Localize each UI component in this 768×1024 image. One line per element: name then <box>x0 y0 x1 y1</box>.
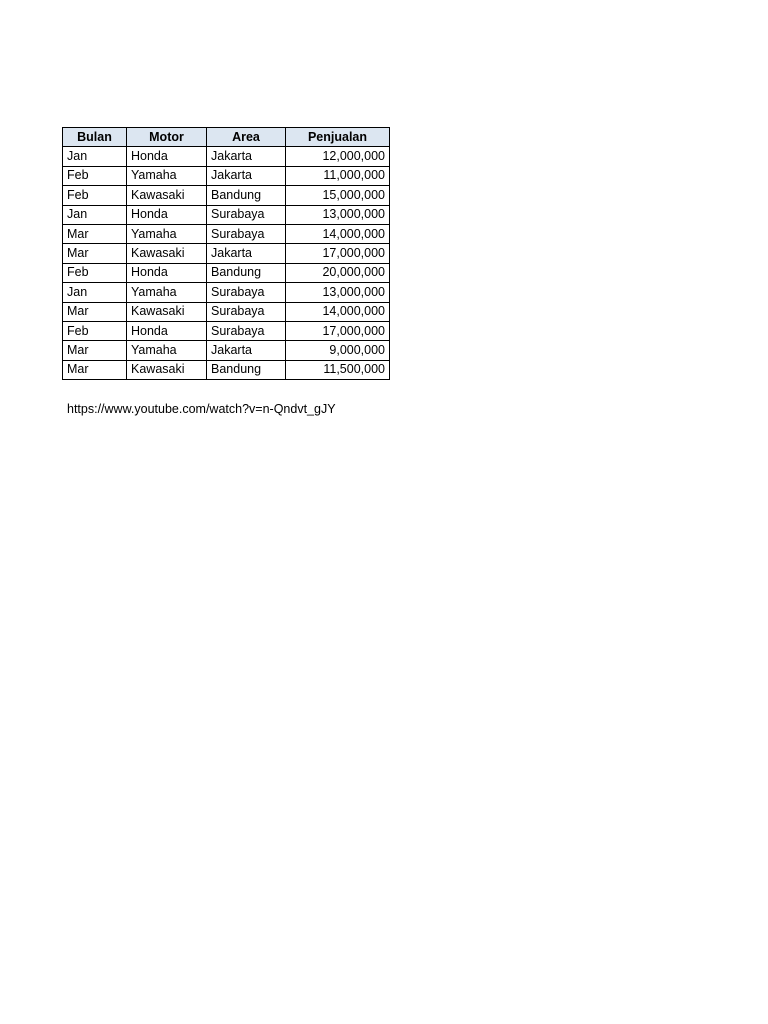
cell-motor[interactable]: Yamaha <box>127 341 207 360</box>
header-cell-penjualan[interactable]: Penjualan <box>286 128 390 147</box>
cell-area[interactable]: Surabaya <box>207 205 286 224</box>
cell-motor[interactable]: Kawasaki <box>127 244 207 263</box>
cell-area[interactable]: Surabaya <box>207 224 286 243</box>
table-row <box>63 147 390 166</box>
cell-bulan[interactable]: Mar <box>63 224 127 243</box>
cell-motor[interactable]: Honda <box>127 147 207 166</box>
cell-bulan[interactable]: Jan <box>63 205 127 224</box>
cell-motor[interactable]: Yamaha <box>127 166 207 185</box>
cell-bulan[interactable]: Mar <box>63 302 127 321</box>
cell-motor[interactable]: Kawasaki <box>127 302 207 321</box>
table-row <box>63 360 390 379</box>
cell-bulan[interactable]: Jan <box>63 147 127 166</box>
table-row <box>63 321 390 340</box>
cell-penjualan[interactable]: 20,000,000 <box>286 263 390 282</box>
table-row <box>63 166 390 185</box>
cell-penjualan[interactable]: 13,000,000 <box>286 205 390 224</box>
cell-area[interactable]: Jakarta <box>207 147 286 166</box>
header-row <box>63 128 390 147</box>
cell-area[interactable]: Jakarta <box>207 166 286 185</box>
cell-motor[interactable]: Honda <box>127 263 207 282</box>
cell-area[interactable]: Bandung <box>207 186 286 205</box>
youtube-link[interactable]: https://www.youtube.com/watch?v=n-Qndvt_gJY <box>67 402 336 416</box>
cell-bulan[interactable]: Feb <box>63 186 127 205</box>
sales-table <box>62 127 390 380</box>
cell-motor[interactable]: Yamaha <box>127 283 207 302</box>
cell-bulan[interactable]: Mar <box>63 244 127 263</box>
cell-penjualan[interactable]: 17,000,000 <box>286 321 390 340</box>
cell-bulan[interactable]: Mar <box>63 341 127 360</box>
cell-area[interactable]: Bandung <box>207 360 286 379</box>
cell-bulan[interactable]: Jan <box>63 283 127 302</box>
cell-penjualan[interactable]: 11,500,000 <box>286 360 390 379</box>
cell-penjualan[interactable]: 14,000,000 <box>286 302 390 321</box>
cell-bulan[interactable]: Feb <box>63 263 127 282</box>
cell-area[interactable]: Jakarta <box>207 244 286 263</box>
table-row <box>63 341 390 360</box>
cell-penjualan[interactable]: 11,000,000 <box>286 166 390 185</box>
cell-penjualan[interactable]: 14,000,000 <box>286 224 390 243</box>
cell-penjualan[interactable]: 12,000,000 <box>286 147 390 166</box>
cell-area[interactable]: Surabaya <box>207 302 286 321</box>
cell-area[interactable]: Bandung <box>207 263 286 282</box>
table-row <box>63 263 390 282</box>
cell-motor[interactable]: Honda <box>127 205 207 224</box>
cell-bulan[interactable]: Mar <box>63 360 127 379</box>
header-cell-motor[interactable]: Motor <box>127 128 207 147</box>
table-row <box>63 244 390 263</box>
table-row <box>63 224 390 243</box>
table-row <box>63 186 390 205</box>
cell-area[interactable]: Surabaya <box>207 283 286 302</box>
cell-penjualan[interactable]: 17,000,000 <box>286 244 390 263</box>
header-cell-bulan[interactable]: Bulan <box>63 128 127 147</box>
cell-motor[interactable]: Kawasaki <box>127 360 207 379</box>
table-row <box>63 302 390 321</box>
table-row <box>63 205 390 224</box>
cell-penjualan[interactable]: 13,000,000 <box>286 283 390 302</box>
cell-bulan[interactable]: Feb <box>63 166 127 185</box>
sales-sheet <box>62 127 390 380</box>
header-cell-area[interactable]: Area <box>207 128 286 147</box>
cell-motor[interactable]: Yamaha <box>127 224 207 243</box>
cell-penjualan[interactable]: 15,000,000 <box>286 186 390 205</box>
cell-motor[interactable]: Honda <box>127 321 207 340</box>
cell-area[interactable]: Jakarta <box>207 341 286 360</box>
cell-motor[interactable]: Kawasaki <box>127 186 207 205</box>
cell-penjualan[interactable]: 9,000,000 <box>286 341 390 360</box>
cell-bulan[interactable]: Feb <box>63 321 127 340</box>
table-body <box>63 147 390 380</box>
table-row <box>63 283 390 302</box>
cell-area[interactable]: Surabaya <box>207 321 286 340</box>
